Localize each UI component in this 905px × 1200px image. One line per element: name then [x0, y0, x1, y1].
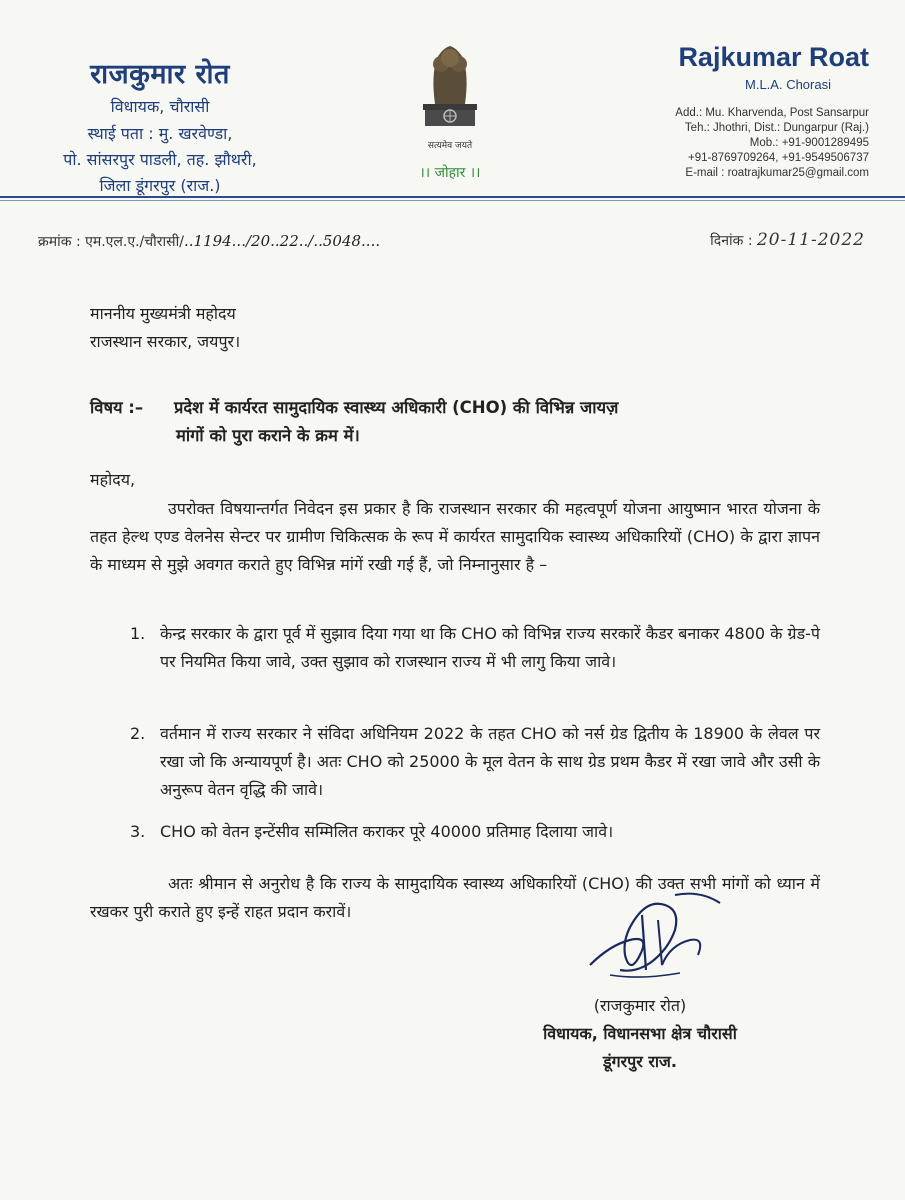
demand-text: CHO को वेतन इन्टेंसीव सम्मिलित कराकर पूरे 40000 प्रतिमाह दिलाया जावे। [160, 822, 614, 841]
mla-name-english: Rajkumar Roat [678, 42, 869, 72]
demand-number: 3. [130, 822, 146, 841]
subject-line: प्रदेश में कार्यरत सामुदायिक स्वास्थ्य अधिकारी (CHO) की विभिन्न जायज़ [174, 398, 619, 417]
letterhead-hindi [40, 54, 280, 199]
mobile-line: Mob.: +91-9001289495 [749, 137, 869, 149]
ref-prefix: क्रमांक : एम.एल.ए./चौरासी/ [38, 234, 184, 250]
mla-designation-hindi: विधायक, चौरासी [110, 97, 210, 116]
handwritten-signature [580, 885, 730, 985]
mla-name-hindi: राजकुमार रोत [90, 59, 230, 90]
addressee-line: राजस्थान सरकार, जयपुर। [90, 332, 241, 351]
demand-item [130, 818, 820, 846]
address-line: जिला डूंगरपुर (राज.) [99, 176, 221, 195]
date-label: दिनांक : [710, 233, 753, 249]
emblem-motto: सत्यमेव जयते [427, 141, 473, 151]
ref-handwritten: ..1194.../20..22../..5048.... [183, 232, 381, 250]
mla-designation-english: M.L.A. Chorasi [745, 77, 831, 92]
demand-item [130, 720, 820, 804]
address-line: स्थाई पता : मु. खरवेण्डा, [87, 124, 233, 143]
letter-date [710, 230, 865, 250]
demand-text: केन्द्र सरकार के द्वारा पूर्व में सुझाव दिया गया था कि CHO को विभिन्न राज्य सरकारें कैडर बनाकर 4800 के ग्रेड-पे पर नियमित किया जावे, उक्त सुझाव को राजस्थान राज्य में भी लागु किया जावे। [160, 624, 820, 671]
signatory-place: डूंगरपुर राज. [603, 1052, 677, 1071]
addressee [90, 300, 240, 356]
address-line-english: Add.: Mu. Kharvenda, Post Sansarpur [675, 107, 869, 119]
demand-item [130, 620, 820, 676]
signatory-designation: विधायक, विधानसभा क्षेत्र चौरासी [543, 1024, 737, 1043]
mobile-line: +91-8769709264, +91-9549506737 [688, 152, 869, 164]
address-hindi [40, 121, 280, 199]
demand-number: 2. [130, 724, 146, 743]
date-value: 20-11-2022 [756, 230, 865, 250]
address-line-english: Teh.: Jhothri, Dist.: Dungarpur (Raj.) [684, 122, 869, 134]
letterhead-english [609, 42, 869, 181]
signatory-name: (राजकुमार रोत) [593, 996, 687, 1015]
address-line: पो. सांसरपुर पाडली, तह. झौथरी, [63, 150, 257, 169]
state-emblem [400, 36, 500, 182]
demand-text: वर्तमान में राज्य सरकार ने संविदा अधिनियम 2022 के तहत CHO को नर्स ग्रेड द्वितीय के 18900 के लेवल पर रखा जो कि अन्यायपूर्ण है। अतः CHO को 25000 के मूल वेतन के साथ ग्रेड प्रथम कैडर में रखा जावे और उसी के अनुरूप वेतन वृद्धि की जावे। [160, 724, 820, 799]
letterhead-divider-thin [0, 200, 905, 201]
signature-block [490, 992, 790, 1076]
paragraph-text: अतः श्रीमान से अनुरोध है कि राज्य के सामुदायिक स्वास्थ्य अधिकारियों (CHO) की उक्त सभी मांगों को ध्यान में रखकर पुरी कराते हुए इन्हें राहत प्रदान करावें। [90, 874, 820, 921]
addressee-line: माननीय मुख्यमंत्री महोदय [90, 304, 236, 323]
reference-number [38, 232, 380, 251]
demand-number: 1. [130, 624, 146, 643]
subject [90, 394, 850, 450]
subject-line: मांगों को पुरा कराने के क्रम में। [176, 426, 360, 445]
salutation: महोदय, [90, 470, 136, 489]
johar-text: ।। जोहार ।। [419, 165, 481, 181]
letterhead-divider [0, 196, 905, 198]
body-paragraph [90, 495, 820, 579]
ashoka-emblem-icon [415, 36, 485, 136]
paragraph-text: उपरोक्त विषयान्तर्गत निवेदन इस प्रकार है कि राजस्थान सरकार की महत्वपूर्ण योजना आयुष्मान भारत योजना के तहत हेल्थ एण्ड वेलनेस सेन्टर पर ग्रामीण चिकित्सक के रूप में कार्यरत सामुदायिक स्वास्थ्य अधिकारियों (CHO) के द्वारा ज्ञापन के माध्यम से मुझे अवगत कराते हुए विभिन्न मांगें रखी गई हैं, जो निम्नानुसार है – [90, 499, 820, 574]
email-line: E-mail : roatrajkumar25@gmail.com [685, 167, 869, 179]
subject-label: विषय :– [90, 398, 144, 417]
